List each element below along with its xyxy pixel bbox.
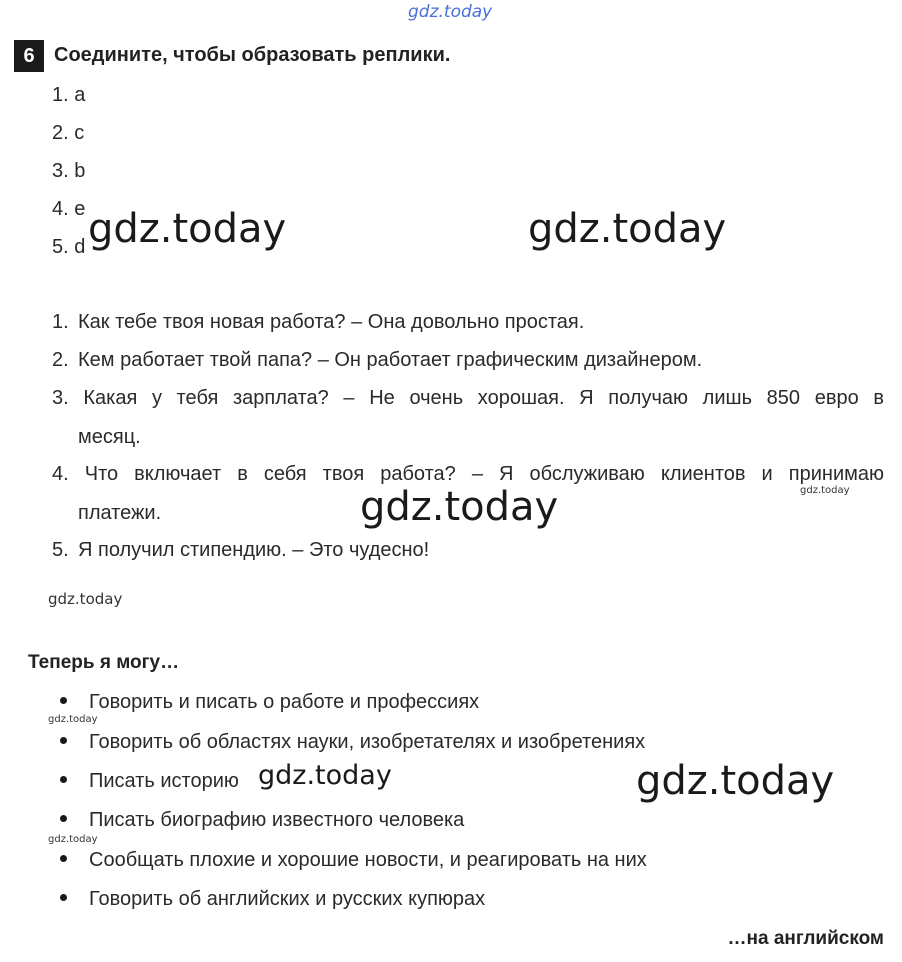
can-do-item: Говорить и писать о работе и профессиях	[60, 691, 479, 714]
sentence-3-continuation: месяц.	[78, 426, 141, 448]
sentence-1: 1. Как тебе твоя новая работа? – Она довольно простая.	[52, 311, 585, 333]
watermark: gdz.today	[528, 206, 727, 252]
bullet-icon	[60, 697, 67, 704]
footer-note: …на английском	[727, 928, 884, 949]
can-do-item: Говорить об английских и русских купюрах	[60, 888, 485, 911]
can-do-item: Писать историю	[60, 770, 239, 793]
sentence-4-continuation: платежи.	[78, 502, 162, 524]
bullet-icon	[60, 737, 67, 744]
sentence-2: 2. Кем работает твой папа? – Он работает графическим дизайнером.	[52, 349, 703, 371]
sentence-5: 5. Я получил стипендию. – Это чудесно!	[52, 539, 430, 561]
watermark: gdz.today	[258, 760, 392, 791]
answer-item: 5. d	[52, 236, 86, 258]
sentence-4: 4. Что включает в себя твоя работа? – Я обслуживаю клиентов и принимаю	[52, 463, 884, 485]
watermark: gdz.today	[636, 758, 835, 804]
can-do-item: Писать биографию известного человека	[60, 809, 464, 832]
section-title: Теперь я могу…	[28, 652, 180, 673]
watermark: gdz.today	[360, 484, 559, 530]
watermark-top: gdz.today	[408, 2, 493, 22]
answer-item: 3. b	[52, 160, 86, 182]
task-number-badge: 6	[14, 40, 44, 72]
bullet-icon	[60, 855, 67, 862]
watermark: gdz.today	[48, 834, 98, 845]
bullet-icon	[60, 815, 67, 822]
answer-item: 4. e	[52, 198, 86, 220]
can-do-item: Сообщать плохие и хорошие новости, и реагировать на них	[60, 849, 647, 872]
answer-item: 2. c	[52, 122, 85, 144]
sentence-3: 3. Какая у тебя зарплата? – Не очень хорошая. Я получаю лишь 850 евро в	[52, 387, 884, 409]
watermark: gdz.today	[88, 206, 287, 252]
can-do-item: Говорить об областях науки, изобретателях и изобретениях	[60, 731, 645, 754]
task-title: Соедините, чтобы образовать реплики.	[54, 44, 451, 66]
bullet-icon	[60, 776, 67, 783]
watermark: gdz.today	[800, 485, 850, 496]
watermark: gdz.today	[48, 590, 123, 608]
bullet-icon	[60, 894, 67, 901]
watermark: gdz.today	[48, 714, 98, 725]
answer-item: 1. a	[52, 84, 86, 106]
